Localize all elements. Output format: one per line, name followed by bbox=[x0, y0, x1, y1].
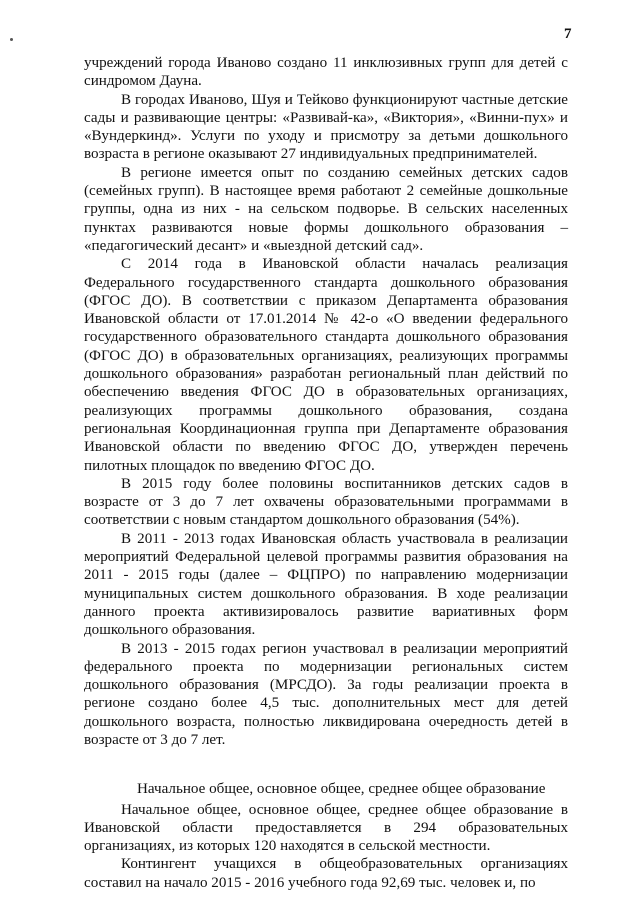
document-body bbox=[84, 54, 568, 892]
paragraph-2015-coverage: В 2015 году более половины воспитанников детских садов в возрасте от 3 до 7 лет охвачены образовательными программами в соответствии с новым стандартом дошкольного образования (54%). bbox=[84, 475, 568, 529]
paragraph-family-kindergartens: В регионе имеется опыт по созданию семейных детских садов (семейных групп). В настоящее время работают 2 семейные дошкольные группы, одна из них - на сельском подворье. В сельских населенных пунктах развиваются новые формы дошкольного образования – «педагогический десант» и «выездной детский сад». bbox=[84, 164, 568, 254]
paragraph-inclusive-groups: учреждений города Иваново создано 11 инклюзивных групп для детей с синдромом Дауна. bbox=[84, 55, 568, 90]
paragraph-mrsdo: В 2013 - 2015 годах регион участвовал в реализации мероприятий федерального проекта по модернизации региональных систем дошкольного образования (МРСДО). За годы реализации проекта в регионе создано более 4,5 тыс. дополнительных мест для детей дошкольного возраста, полностью ликвидирована очередность детей в возрасте от 3 до 7 лет. bbox=[84, 640, 568, 748]
page-number: 7 bbox=[564, 26, 572, 42]
scan-speck bbox=[10, 38, 13, 41]
section-heading: Начальное общее, основное общее, среднее общее образование bbox=[137, 781, 546, 798]
paragraph-general-education: Начальное общее, основное общее, среднее общее образование в Ивановской области предоставляется в 294 образовательных организациях, из которых 120 находятся в сельской местности. bbox=[84, 801, 568, 855]
paragraph-fgos-implementation: С 2014 года в Ивановской области началась реализация Федерального государственного стандарта дошкольного образования (ФГОС ДО). В соответствии с приказом Департамента образования Ивановской области от 17.01.2014 № 42-о «О введении федерального государственного образовательного стандарта дошкольного образования (ФГОС ДО) в образовательных организациях, реализующих программы дошкольного образования» разработан региональный план действий по обеспечению введения ФГОС ДО в образовательных организациях, реализующих программы дошкольного образования, создана региональная Координационная группа при Департаменте образования Ивановской области по введению ФГОС ДО, утвержден перечень пилотных площадок по введению ФГОС ДО. bbox=[84, 256, 568, 474]
paragraph-student-contingent: Контингент учащихся в общеобразовательных организациях составил на начало 2015 - 2016 учебного года 92,69 тыс. человек и, по bbox=[84, 856, 568, 891]
paragraph-fcpro: В 2011 - 2013 годах Ивановская область участвовала в реализации мероприятий Федеральной целевой программы развития образования на 2011 - 2015 годы (далее – ФЦПРО) по направлению модернизации муниципальных систем дошкольного образования. В ходе реализации данного проекта активизировалось развитие вариативных форм дошкольного образования. bbox=[84, 530, 568, 639]
paragraph-private-kindergartens: В городах Иваново, Шуя и Тейково функционируют частные детские сады и развивающие центры: «Развивай-ка», «Виктория», «Винни-пух» и «Вундеркинд». Услуги по уходу и присмотру за детьми дошкольного возраста в регионе оказывают 27 индивидуальных предпринимателей. bbox=[84, 91, 568, 163]
